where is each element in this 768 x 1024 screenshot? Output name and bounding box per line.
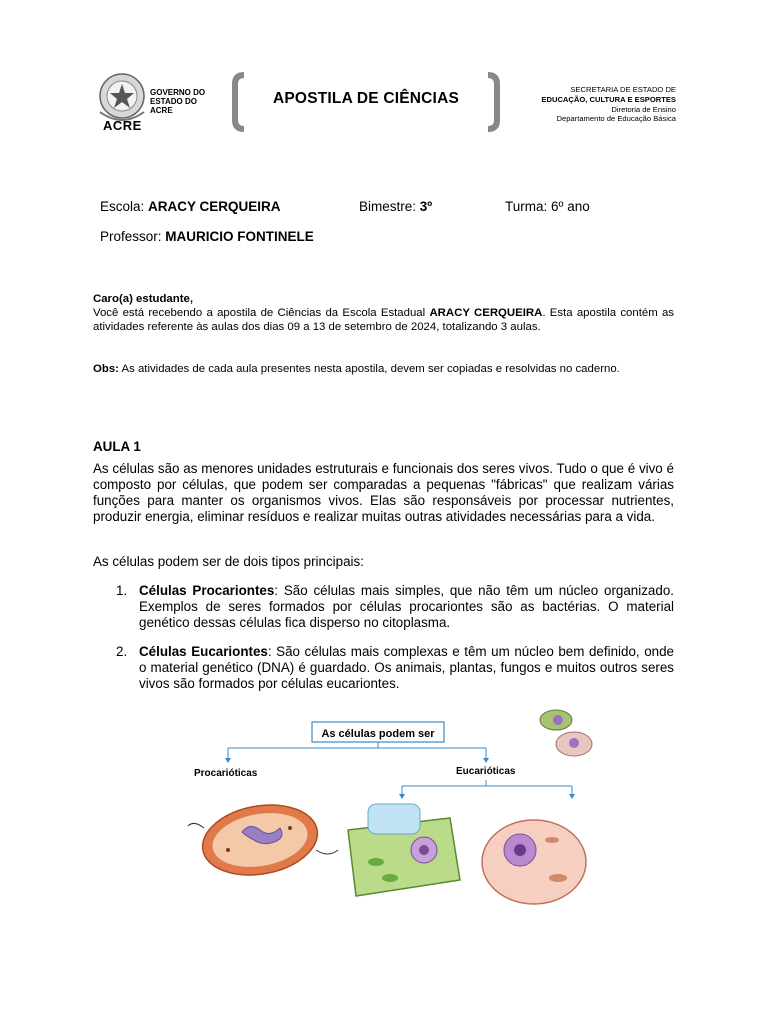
prokaryotic-cell-illustration [188, 796, 338, 883]
teacher-field: Professor: MAURICIO FONTINELE [100, 229, 314, 244]
class-field: Turma: 6º ano [505, 199, 590, 214]
diagram-root-label: As células podem ser [321, 728, 435, 740]
page-title: APOSTILA DE CIÊNCIAS [273, 90, 459, 107]
secretaria-block: SECRETARIA DE ESTADO DE EDUCAÇÃO, CULTURA E ESPORTES Diretoria de Ensino Departamento de Educação Básica [541, 85, 676, 124]
list-item-number: 1. [116, 583, 128, 598]
types-intro: As células podem ser de dois tipos principais: [93, 554, 364, 569]
obs-paragraph: Obs: As atividades de cada aula presentes nesta apostila, devem ser copiadas e resolvidas no caderno. [93, 363, 620, 375]
cell-thumbnail-icon [536, 706, 594, 758]
plant-cell-illustration [348, 804, 460, 896]
intro-paragraph: Você está recebendo a apostila de Ciências da Escola Estadual ARACY CERQUEIRA. Esta apostila contém as atividades referente às aulas dos dias 09 a 13 de setembro de 2024, totalizando 3 aulas. [93, 307, 674, 333]
list-item: Células Procariontes: São células mais simples, que não têm um núcleo organizado. Exemplos de seres formados por células procariontes são as bactérias. O material genético dessas células fica disperso no citoplasma. [139, 583, 674, 630]
government-label: GOVERNO DO ESTADO DO ACRE [150, 88, 206, 115]
lesson-heading: AULA 1 [93, 439, 141, 454]
bimester-field: Bimestre: 3º [359, 199, 433, 214]
list-item-number: 2. [116, 644, 128, 659]
animal-cell-illustration [482, 820, 586, 904]
diagram-left-label: Procarióticas [194, 768, 258, 779]
intro-greeting: Caro(a) estudante, [93, 293, 194, 305]
list-item: Células Eucariontes: São células mais complexas e têm um núcleo bem definido, onde o material genético (DNA) é guardado. Os animais, plantas, fungos e muitos outros seres vivos são formados por células eucariontes. [139, 644, 674, 691]
school-field: Escola: ARACY CERQUEIRA [100, 199, 281, 214]
lesson-paragraph: As células são as menores unidades estruturais e funcionais dos seres vivos. Tudo o que é vivo é composto por células, que podem ser comparadas a pequenas "fábricas" que realizam várias funções para manter os organismos vivos. Elas são responsáveis por processar nutrientes, produzir energia, eliminar resíduos e realizar muitas outras atividades necessárias para a vida. [93, 461, 674, 524]
diagram-right-label: Eucarióticas [456, 766, 516, 777]
acre-logo-text: ACRE [103, 118, 142, 133]
